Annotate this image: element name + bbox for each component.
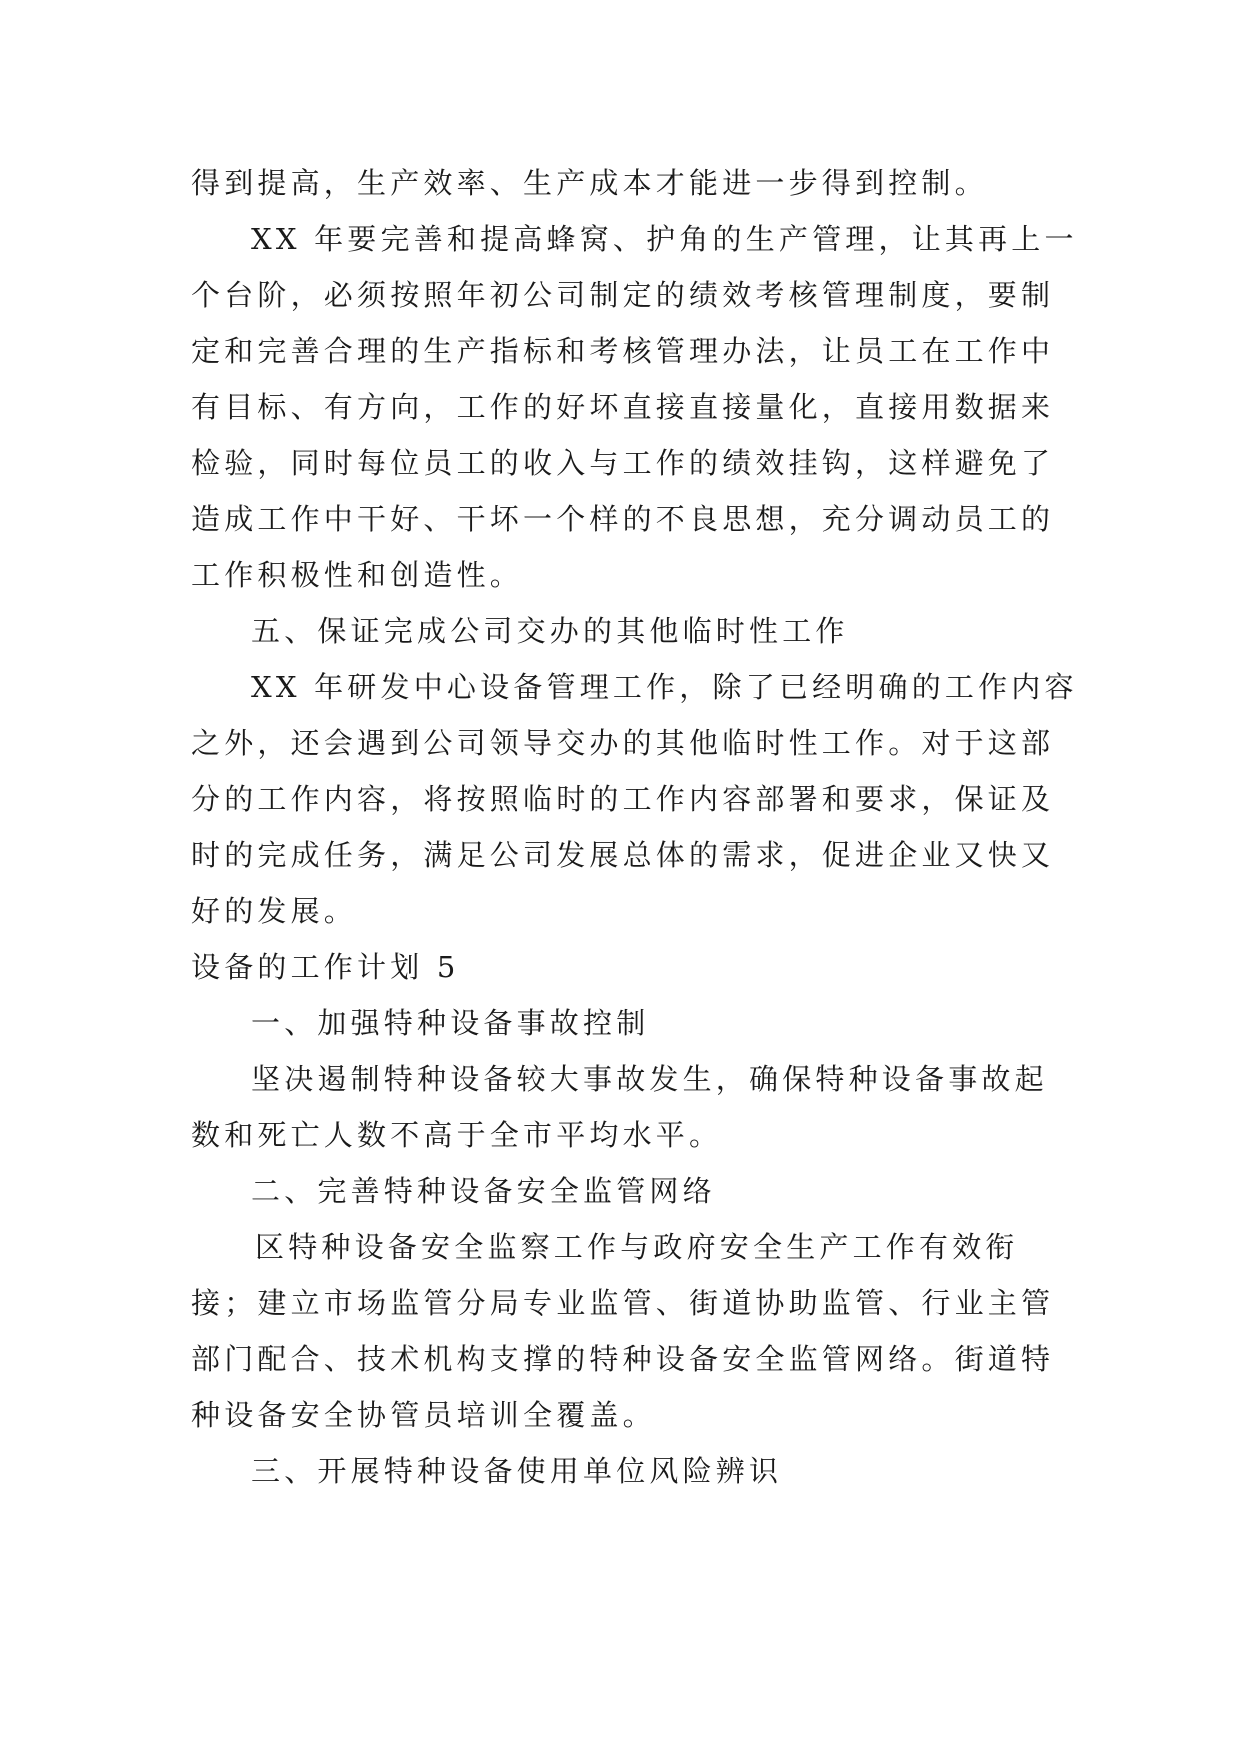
paragraph-start-line: XX 年要完善和提高蜂窝、护角的生产管理，让其再上一	[251, 222, 1078, 256]
paragraph-start-line: 坚决遏制特种设备较大事故发生，确保特种设备事故起	[251, 1062, 1048, 1096]
paragraph-start-line: 区特种设备安全监察工作与政府安全生产工作有效衔	[255, 1230, 1019, 1264]
text-line: 造成工作中干好、干坏一个样的不良思想，充分调动员工的	[191, 502, 1055, 536]
text-line: 数和死亡人数不高于全市平均水平。	[191, 1118, 723, 1152]
text-line: 分的工作内容，将按照临时的工作内容部署和要求，保证及	[191, 782, 1055, 816]
text-line: 部门配合、技术机构支撑的特种设备安全监管网络。街道特	[191, 1342, 1055, 1376]
text-line: 之外，还会遇到公司领导交办的其他临时性工作。对于这部	[191, 726, 1055, 760]
document-body	[191, 155, 1078, 1499]
document-section-title: 设备的工作计划 5	[191, 950, 460, 984]
text-line: 有目标、有方向，工作的好坏直接直接量化，直接用数据来	[191, 390, 1055, 424]
section-heading-5: 五、保证完成公司交办的其他临时性工作	[251, 614, 849, 648]
text-line: 检验，同时每位员工的收入与工作的绩效挂钩，这样避免了	[191, 446, 1055, 480]
paragraph-start-line: XX 年研发中心设备管理工作，除了已经明确的工作内容	[251, 670, 1078, 704]
text-line: 工作积极性和创造性。	[191, 558, 524, 592]
text-line: 时的完成任务，满足公司发展总体的需求，促进企业又快又	[191, 838, 1055, 872]
text-line: 得到提高，生产效率、生产成本才能进一步得到控制。	[191, 166, 988, 200]
section-heading-3: 三、开展特种设备使用单位风险辨识	[251, 1454, 783, 1488]
section-heading-2: 二、完善特种设备安全监管网络	[251, 1174, 716, 1208]
text-line: 种设备安全协管员培训全覆盖。	[191, 1398, 656, 1432]
text-line: 个台阶，必须按照年初公司制定的绩效考核管理制度，要制	[191, 278, 1055, 312]
text-line: 好的发展。	[191, 894, 358, 928]
text-line: 定和完善合理的生产指标和考核管理办法，让员工在工作中	[191, 334, 1055, 368]
section-heading-1: 一、加强特种设备事故控制	[251, 1006, 650, 1040]
text-line: 接；建立市场监管分局专业监管、街道协助监管、行业主管	[191, 1286, 1055, 1320]
